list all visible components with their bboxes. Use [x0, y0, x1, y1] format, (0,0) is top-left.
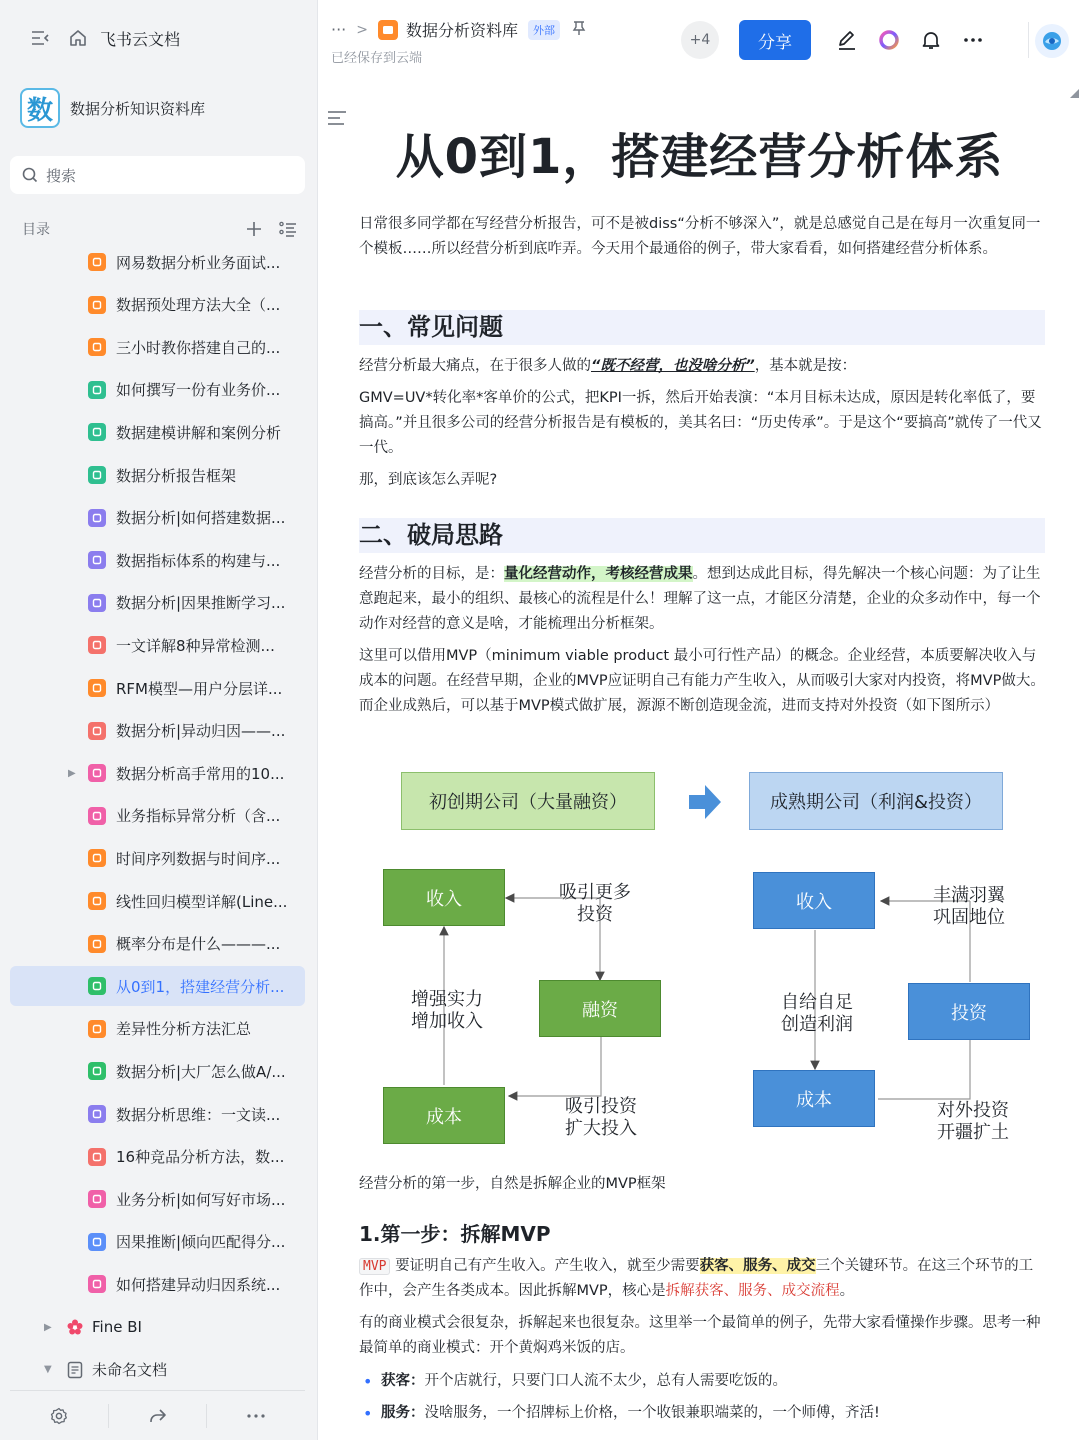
left-label-bot [565, 1096, 637, 1140]
bullet-text [381, 1401, 880, 1426]
text-span: 。想到达成此目标，得先解决一个核心问题：为了让生意跑起来，最小的组织、最核心的流程是什么！理解了这一点，才能区分清楚，企业的众多动作中，每一个动作对经营的意义是啥，才能梳理出分析框架。 [359, 566, 1041, 632]
toc-item[interactable] [10, 455, 305, 495]
label-line: 丰满羽翼 [933, 885, 1005, 906]
scrollbar-arrow-icon[interactable] [1070, 84, 1080, 104]
label-line: 开疆扩土 [937, 1122, 1009, 1143]
text-span: 经营分析的目标，是： [359, 566, 504, 582]
toc-item[interactable] [10, 242, 305, 282]
left-cost-box: 成本 [383, 1087, 505, 1144]
doc-file-icon [88, 338, 106, 356]
doc-file-icon [88, 722, 106, 740]
share-button[interactable]: 分享 [739, 20, 811, 60]
toc-item-label: 数据分析报告框架 [116, 466, 237, 485]
doc-file-icon [88, 253, 106, 271]
left-finance-box: 融资 [539, 980, 661, 1037]
more-options-button[interactable] [207, 1404, 305, 1428]
bullet-dot-icon: • [363, 1404, 373, 1423]
right-cost-box: 成本 [753, 1070, 875, 1127]
section-heading-2: 二、破局思路 [359, 518, 1045, 553]
transition-arrow-icon [689, 785, 721, 819]
text-span: ，基本就是按： [754, 358, 857, 374]
toc-item[interactable] [10, 412, 305, 452]
toc-item[interactable] [10, 327, 305, 367]
expand-caret-icon[interactable]: ▶ [68, 767, 76, 779]
toc-item-label: 一文详解8种异常检测... [116, 636, 275, 655]
bell-icon[interactable] [919, 28, 943, 52]
toc-root-item[interactable] [10, 1307, 305, 1347]
bullet-dot-icon: • [363, 1372, 373, 1391]
doc-file-icon [88, 1190, 106, 1208]
doc-file-icon [88, 1233, 106, 1251]
toc-item[interactable] [10, 881, 305, 921]
search-icon [22, 167, 38, 183]
doc-file-icon [88, 1020, 106, 1038]
toc-item-label: 如何撰写一份有业务价... [116, 381, 281, 400]
bullet-text [381, 1369, 787, 1394]
text-span: 。 [839, 1283, 855, 1299]
toc-header [22, 215, 300, 243]
right-label-top [933, 885, 1005, 929]
toc-item[interactable] [10, 1094, 305, 1134]
s3-paragraph-2: 有的商业模式会很复杂，拆解起来也很复杂。这里举一个最简单的例子，先带大家看懂操作步骤。思考一种最简单的商业模式：开个黄焖鸡米饭的店。 [359, 1315, 1041, 1356]
toc-item[interactable] [10, 1222, 305, 1262]
highlight-text: 量化经营动作，考核经营成果 [504, 566, 693, 582]
s1-paragraph-3: 那，到底该怎么弄呢? [359, 472, 498, 488]
left-income-box: 收入 [383, 869, 505, 926]
right-invest-box: 投资 [908, 983, 1030, 1040]
toc-item-label: 数据分析思维：一文读... [116, 1105, 281, 1124]
label-line: 扩大投入 [565, 1118, 637, 1139]
highlight-text: 获客、服务、成交 [699, 1258, 816, 1274]
home-icon[interactable] [66, 26, 90, 50]
document-icon [66, 1361, 84, 1379]
toc-item[interactable] [10, 668, 305, 708]
intro-paragraph: 日常很多同学都在写经营分析报告，可不是被diss“分析不够深入”，就是总感觉自己是在每月一次重复同一个模板……所以经营分析到底咋弄。今天用个最通俗的例子，带大家看看，如何搭建经营分析体系。 [359, 216, 1041, 257]
toc-item-label: 16种竞品分析方法，数... [116, 1148, 285, 1167]
app-name[interactable]: 飞书云文档 [100, 29, 181, 49]
doc-file-icon [88, 636, 106, 654]
right-income-box: 收入 [753, 872, 875, 929]
toc-item-label: 数据分析|因果推断学习... [116, 594, 286, 613]
label-line: 吸引更多 [559, 882, 631, 903]
toc-item-label: 如何搭建异动归因系统... [116, 1275, 281, 1294]
toc-item[interactable] [10, 1179, 305, 1219]
red-text: 拆解获客、服务、成交流程 [665, 1283, 840, 1299]
doc-file-icon [88, 764, 106, 782]
doc-title: 从0到1，搭建经营分析体系 [395, 129, 1004, 185]
doc-file-icon [88, 594, 106, 612]
toc-item[interactable] [10, 285, 305, 325]
toc-item[interactable] [10, 583, 305, 623]
toc-item-label: 差异性分析方法汇总 [116, 1020, 252, 1039]
toc-item[interactable] [10, 838, 305, 878]
sidebar [0, 0, 318, 1440]
section-heading-1: 一、常见问题 [359, 310, 1045, 345]
doc-file-icon [88, 1275, 106, 1293]
toc-item[interactable] [10, 796, 305, 836]
toc-list-icon[interactable] [276, 217, 300, 241]
sidebar-footer [10, 1390, 305, 1440]
toc-item-label: 数据分析|大厂怎么做A/... [116, 1062, 286, 1081]
toc-item-label: 线性回归模型详解(Line... [116, 892, 288, 911]
knowledge-base-header[interactable] [20, 88, 205, 128]
add-page-icon[interactable] [242, 217, 266, 241]
doc-file-icon [88, 423, 106, 441]
gear-icon [50, 1407, 68, 1425]
toc-item[interactable] [10, 625, 305, 665]
label-line: 对外投资 [937, 1100, 1009, 1121]
right-label-bot [937, 1100, 1009, 1144]
label-line: 自给自足 [781, 992, 853, 1013]
text-span: 三个关键环节。在这三个环节的工作中，会产生各类成本。因此拆解MVP，核心是 [359, 1258, 1034, 1299]
toc-item[interactable] [10, 966, 305, 1006]
toc-label: 目录 [22, 222, 50, 238]
toc-item-label: 数据分析|异动归因——... [116, 722, 286, 741]
collapse-caret-icon[interactable]: ▼ [44, 1364, 52, 1376]
toc-item-label: 时间序列数据与时间序... [116, 849, 281, 868]
doc-file-icon [88, 509, 106, 527]
sidebar-topbar [0, 18, 318, 58]
expand-caret-icon[interactable]: ▶ [44, 1321, 52, 1333]
toc-item-label: RFM模型—用户分层详... [116, 679, 283, 698]
toc-item[interactable] [10, 753, 305, 793]
doc-file-icon [88, 381, 106, 399]
toc-item-label: 数据分析高手常用的10... [116, 764, 285, 783]
doc-file-icon [88, 466, 106, 484]
flower-icon [66, 1318, 84, 1336]
document-body [319, 80, 1080, 1440]
toc-item[interactable] [10, 540, 305, 580]
ai-assistant-icon[interactable] [877, 28, 901, 52]
doc-file-icon [88, 1062, 106, 1080]
toc-item[interactable] [10, 1051, 305, 1091]
collaborators-count[interactable]: +4 [681, 21, 719, 59]
text-span: 没啥服务，一个招牌标上价格，一个收银兼职端菜的，一个师傅，齐活! [424, 1405, 880, 1421]
step-heading-1: 1.第一步：拆解MVP [359, 1222, 551, 1246]
toc-item-label: 业务分析|如何写好市场... [116, 1190, 286, 1209]
doc-file-icon [88, 679, 106, 697]
search-input[interactable] [10, 156, 305, 194]
toc-item[interactable] [10, 1009, 305, 1049]
edit-icon[interactable] [835, 28, 859, 52]
diagram-caption: 经营分析的第一步，自然是拆解企业的MVP框架 [359, 1176, 666, 1192]
s1-paragraph-1 [359, 354, 1047, 379]
toc-item[interactable] [10, 1137, 305, 1177]
label-line: 增加收入 [411, 1011, 483, 1032]
text-span: 经营分析最大痛点，在于很多人做的 [359, 358, 591, 374]
s3-paragraph-1 [359, 1254, 1047, 1304]
header-divider [1028, 22, 1029, 58]
doc-file-icon [88, 935, 106, 953]
emphasis-text: “既不经营，也没啥分析” [591, 358, 755, 374]
label-line: 投资 [577, 904, 613, 925]
startup-header-box: 初创期公司（大量融资） [401, 772, 655, 830]
doc-file-icon [88, 892, 106, 910]
bullet-label: 获客： [381, 1373, 425, 1389]
external-badge: 外部 [528, 20, 560, 40]
left-label-top [559, 882, 631, 926]
bullet-label: 服务： [381, 1405, 425, 1421]
toc-item[interactable] [10, 1264, 305, 1304]
save-status: 已经保存到云端 [331, 51, 423, 66]
toc-item-label: 数据预处理方法大全（... [116, 296, 281, 315]
breadcrumb [331, 18, 586, 41]
breadcrumb-doc-title[interactable]: 数据分析资料库 [406, 21, 519, 40]
pin-icon[interactable] [572, 20, 586, 40]
doc-file-icon [88, 849, 106, 867]
doc-file-icon [88, 1148, 106, 1166]
doc-file-icon [88, 1105, 106, 1123]
doc-header [319, 0, 1080, 80]
more-menu-icon[interactable] [961, 28, 985, 52]
toc-item[interactable] [10, 498, 305, 538]
toc-item[interactable] [10, 924, 305, 964]
toc-root-label: 未命名文档 [92, 1361, 168, 1380]
s2-paragraph-2: 这里可以借用MVP（minimum viable product 最小可行性产品）的概念。企业经营，本质要解决收入与成本的问题。在经营早期，企业的MVP应证明自己有能力产生收入，从而吸引大家对内投资，将MVP做大。而企业成熟后，可以基于MVP模式做扩展，源源不断创造现金流，进而支持对外投资（如下图所示） [359, 648, 1045, 714]
toc-item-label: 三小时教你搭建自己的... [116, 338, 281, 357]
toc-item[interactable] [10, 711, 305, 751]
toc-item[interactable] [10, 370, 305, 410]
toc-item-label: 因果推断|倾向匹配得分... [116, 1233, 286, 1252]
settings-button[interactable] [10, 1404, 109, 1428]
forward-icon [149, 1407, 167, 1425]
knowledge-base-logo: 数 [20, 88, 60, 128]
doc-file-icon [88, 551, 106, 569]
right-label-mid [781, 992, 853, 1036]
doc-file-icon [88, 296, 106, 314]
text-span: 要证明自己有产生收入。产生收入，就至少需要 [395, 1258, 700, 1274]
label-line: 创造利润 [781, 1014, 853, 1035]
mvp-diagram [359, 760, 1047, 1160]
label-line: 吸引投资 [565, 1096, 637, 1117]
knowledge-base-name: 数据分析知识资料库 [70, 99, 206, 118]
s2-paragraph-1 [359, 562, 1047, 637]
toc-item-label: 业务指标异常分析（含... [116, 807, 281, 826]
search-placeholder: 搜索 [46, 166, 77, 185]
chevron-right-icon: > [356, 21, 368, 38]
share-link-button[interactable] [109, 1404, 208, 1428]
toc-root-item[interactable] [10, 1350, 305, 1390]
left-label-mid [411, 989, 483, 1033]
toc-item-label: 概率分布是什么———... [116, 935, 281, 954]
toc-item-label: 数据指标体系的构建与... [116, 551, 281, 570]
toc-item-label: 网易数据分析业务面试... [116, 253, 281, 272]
user-avatar[interactable] [1035, 24, 1069, 58]
collapse-sidebar-icon[interactable] [28, 26, 52, 50]
label-line: 巩固地位 [933, 907, 1005, 928]
label-line: 增强实力 [411, 989, 483, 1010]
doc-file-icon [88, 977, 106, 995]
text-span: 开个店就行，只要门口人流不太少，总有人需要吃饭的。 [424, 1373, 787, 1389]
toc-item-label: 从0到1，搭建经营分析... [116, 977, 285, 996]
doc-icon [378, 20, 398, 40]
inline-code: MVP [359, 1258, 390, 1275]
breadcrumb-more-icon[interactable]: ··· [331, 20, 347, 39]
toc-root-label: Fine BI [92, 1318, 142, 1336]
doc-file-icon [88, 807, 106, 825]
more-icon [247, 1413, 265, 1419]
toc-item-label: 数据分析|如何搭建数据... [116, 509, 286, 528]
s1-paragraph-2: GMV=UV*转化率*客单价的公式，把KPI一拆，然后开始表演：“本月目标未达成，原因是转化率低了，要搞高。”并且很多公司的经营分析报告是有模板的，美其名曰：“历史传承”。于是这个“要搞高”就传了一代又一代。 [359, 390, 1042, 456]
toc-item-label: 数据建模讲解和案例分析 [116, 423, 282, 442]
mature-header-box: 成熟期公司（利润&投资） [749, 772, 1003, 830]
